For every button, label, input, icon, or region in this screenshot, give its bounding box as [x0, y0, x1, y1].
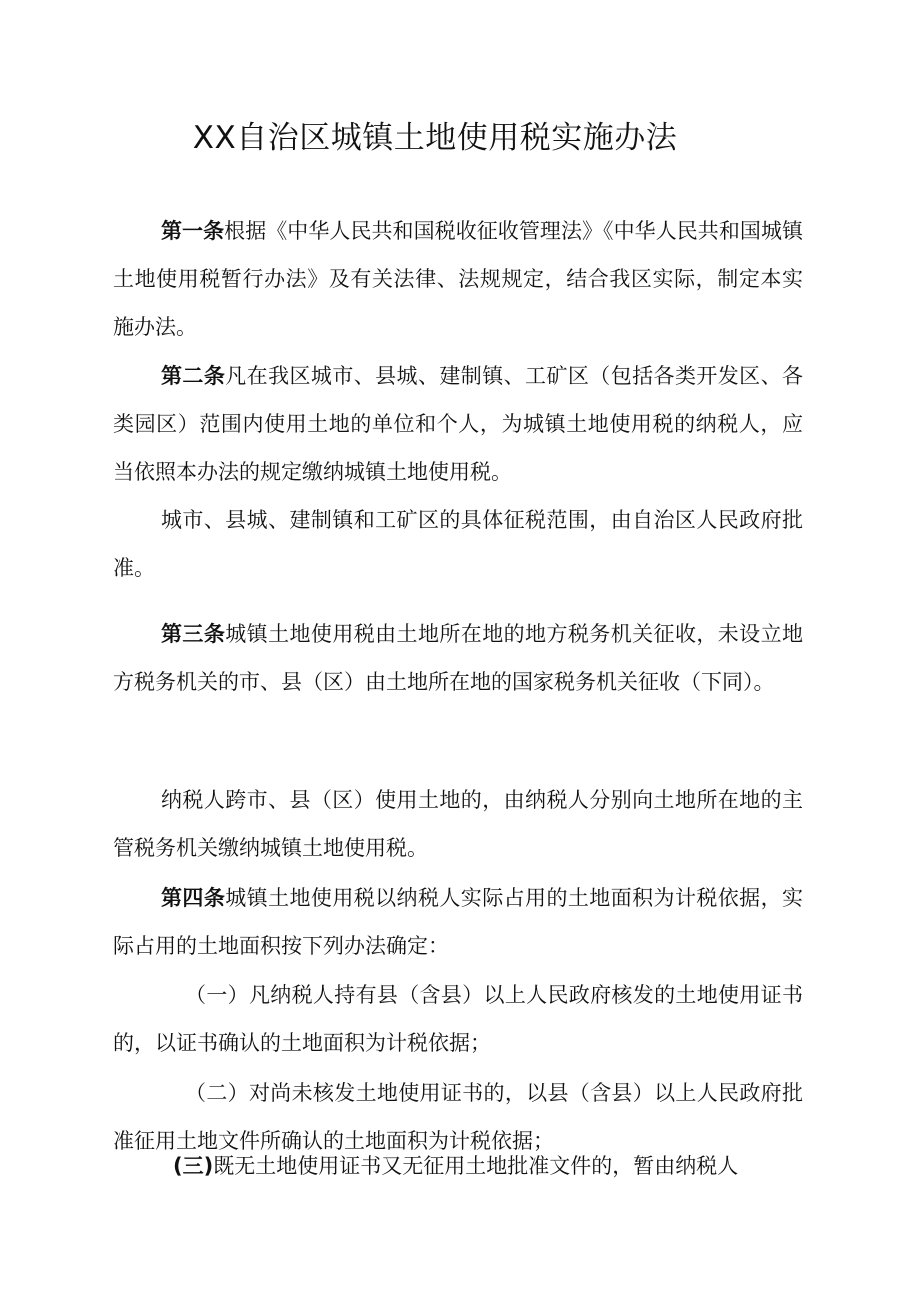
article-text: 城镇土地使用税由土地所在地的地方税务机关征收，未设立地方税务机关的市、县（区）由土地所在地的国家税务机关征收（下同）。	[113, 622, 804, 694]
article-text: 凡在我区城市、县城、建制镇、工矿区（包括各类开发区、各类园区）范围内使用土地的单位和个人，为城镇土地使用税的纳税人，应当依照本办法的规定缴纳城镇土地使用税。	[113, 364, 804, 484]
paragraph-text: 城市、县城、建制镇和工矿区的具体征税范围，由自治区人民政府批准。	[113, 508, 803, 580]
paragraph	[113, 776, 803, 872]
article-3	[113, 610, 803, 706]
article-4	[113, 874, 803, 970]
list-item-3	[113, 1142, 803, 1190]
article-text: 根据《中华人民共和国税收征收管理法》《中华人民共和国城镇土地使用税暂行办法》及有关法律、法规规定，结合我区实际，制定本实施办法。	[113, 219, 804, 339]
list-item-text: 既无土地使用证书又无征用土地批准文件的，暂由纳税人	[213, 1154, 739, 1178]
list-item-number: (三)	[173, 1154, 214, 1178]
list-item-text: （一）凡纳税人持有县（含县）以上人民政府核发的土地使用证书的，以证书确认的土地面积为计税依据；	[113, 983, 803, 1055]
article-heading: 第一条	[161, 219, 225, 243]
paragraph	[113, 496, 803, 592]
article-heading: 第三条	[161, 622, 226, 646]
article-text: 城镇土地使用税以纳税人实际占用的土地面积为计税依据，实际占用的土地面积按下列办法确定：	[113, 886, 804, 958]
article-2	[113, 352, 803, 496]
document-title: XX自治区城镇土地使用税实施办法	[192, 120, 678, 156]
paragraph-text: 纳税人跨市、县（区）使用土地的，由纳税人分别向土地所在地的主管税务机关缴纳城镇土地使用税。	[113, 788, 803, 860]
list-item-text: （二）对尚未核发土地使用证书的，以县（含县）以上人民政府批准征用土地文件所确认的土地面积为计税依据；	[113, 1081, 803, 1153]
article-heading: 第四条	[161, 886, 226, 910]
article-1	[113, 207, 803, 351]
list-item-1	[113, 971, 803, 1067]
article-heading: 第二条	[161, 364, 226, 388]
